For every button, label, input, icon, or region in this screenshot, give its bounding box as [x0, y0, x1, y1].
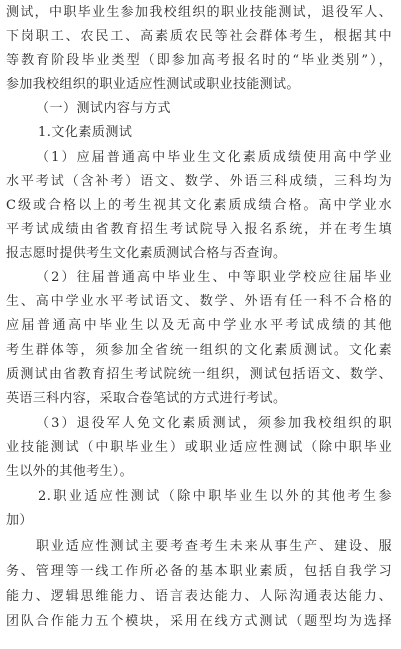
subsection-heading: 1.文化素质测试 [38, 125, 133, 140]
paragraph-line: 应届普通高中毕业生以及无高中学业水平考试成绩的其他 [6, 318, 392, 333]
subsection-heading: 2.职业适应性测试（除中职毕业生以外的其他考生参 [38, 489, 392, 504]
section-heading: （一）测试内容与方式 [36, 101, 172, 116]
paragraph-line: 职业适应性测试主要考查考生未来从事生产、建设、服 [36, 539, 392, 554]
paragraph-line: （1）应届普通高中毕业生文化素质成绩使用高中学业 [36, 150, 392, 165]
paragraph-line: 生以外的其他考生）。 [6, 464, 134, 479]
paragraph-line: 质测试由省教育招生考试院统一组织，测试包括语文、数学、 [6, 367, 392, 382]
paragraph-line: 考生群体等，须参加全省统一组织的文化素质测试。文化素 [6, 343, 392, 358]
paragraph-line: 水平考试（含补考）语文、数学、外语三科成绩，三科均为 [6, 174, 392, 189]
paragraph-line: 能力、逻辑思维能力、语言表达能力、人际沟通表达能力、 [6, 589, 392, 604]
paragraph-line: 团队合作能力五个模块，采用在线方式测试（题型均为选择 [6, 614, 392, 629]
paragraph-line: 测试，中职毕业生参加我校组织的职业技能测试，退役军人、 [6, 5, 392, 20]
paragraph-line: 等教育阶段毕业类型（即参加高考报名时的“毕业类别”）， [6, 53, 392, 68]
paragraph-line: （2）往届普通高中毕业生、中等职业学校应往届毕业 [36, 270, 392, 285]
paragraph-line: 生、高中学业水平考试语文、数学、外语有任一科不合格的 [6, 294, 392, 309]
paragraph-line: 务、管理等一线工作所必备的基本职业素质，包括自我学习 [6, 564, 392, 579]
paragraph-line: 平考试成绩由省教育招生考试院导入报名系统，并在考生填 [6, 222, 392, 237]
paragraph-line: 英语三科内容，采取合卷笔试的方式进行考试。 [6, 391, 287, 406]
paragraph-line: 业技能测试（中职毕业生）或职业适应性测试（除中职毕业 [6, 440, 392, 455]
paragraph-line: 加） [6, 513, 33, 528]
paragraph-line: 报志愿时提供考生文化素质测试合格与否查询。 [6, 246, 287, 261]
paragraph-line: 参加我校组织的职业适应性测试或职业技能测试。 [6, 77, 300, 92]
paragraph-line: C级或合格以上的考生视其文化素质成绩合格。高中学业水 [6, 198, 392, 213]
paragraph-line: （3）退役军人免文化素质测试，须参加我校组织的职 [36, 416, 392, 431]
paragraph-line: 下岗职工、农民工、高素质农民等社会群体考生，根据其中 [6, 29, 392, 44]
